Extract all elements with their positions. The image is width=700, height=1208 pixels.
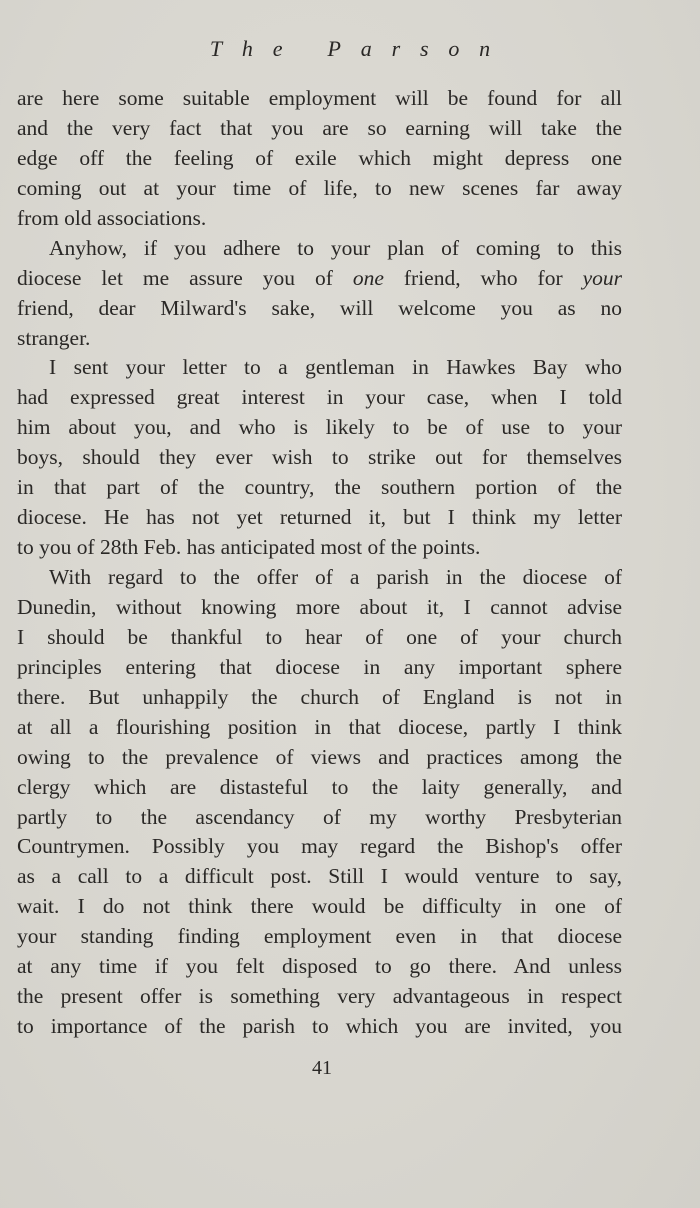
- running-head: The Parson: [209, 36, 510, 61]
- text-line: partly to the ascendancy of my worthy Presbyterian: [17, 804, 622, 829]
- text-line: I sent your letter to a gentleman in Hawkes Bay who: [49, 355, 622, 380]
- text-line: owing to the prevalence of views and practices among the: [17, 744, 622, 769]
- text-line: are here some suitable employment will be found for all: [17, 86, 622, 110]
- page-number: 41: [312, 1057, 332, 1079]
- text-line: to importance of the parish to which you are invited, you: [17, 1014, 622, 1039]
- text-line: had expressed great interest in your case, when I told: [17, 385, 622, 410]
- text-line: at all a flourishing position in that diocese, partly I think: [17, 714, 622, 739]
- text-line: him about you, and who is likely to be of use to your: [17, 415, 622, 440]
- text-line: stranger.: [17, 325, 91, 350]
- text-line: the present offer is something very advantageous in respect: [17, 984, 622, 1009]
- text-line: from old associations.: [17, 205, 207, 230]
- text-line: Anyhow, if you adhere to your plan of coming to this: [49, 235, 622, 260]
- text-line: principles entering that diocese in any important sphere: [17, 654, 622, 679]
- text-line: in that part of the country, the southern portion of the: [17, 475, 622, 500]
- text-line: friend, dear Milward's sake, will welcome you as no: [17, 295, 622, 320]
- text-line: edge off the feeling of exile which might depress one: [17, 145, 622, 170]
- text-line: coming out at your time of life, to new scenes far away: [17, 175, 622, 200]
- text-line: as a call to a difficult post. Still I would venture to say,: [17, 864, 622, 889]
- text-line: there. But unhappily the church of England is not in: [17, 684, 622, 709]
- text-line: and the very fact that you are so earning will take the: [17, 115, 622, 140]
- text-line: clergy which are distasteful to the laity generally, and: [17, 774, 622, 799]
- text-line: diocese. He has not yet returned it, but I think my letter: [17, 505, 622, 530]
- text-line: at any time if you felt disposed to go there. And unless: [17, 954, 622, 979]
- text-line: boys, should they ever wish to strike out for themselves: [17, 445, 622, 470]
- text-line: I should be thankful to hear of one of your church: [17, 624, 622, 649]
- text-line: With regard to the offer of a parish in the diocese of: [49, 565, 622, 589]
- text-line: Countrymen. Possibly you may regard the Bishop's offer: [17, 834, 622, 859]
- text-line: wait. I do not think there would be difficulty in one of: [17, 894, 622, 919]
- text-line: Dunedin, without knowing more about it, I cannot advise: [17, 594, 622, 619]
- text-line: diocese let me assure you of one friend, who for your: [17, 265, 622, 290]
- body-text: [17, 84, 622, 1042]
- text-line: your standing finding employment even in that diocese: [17, 924, 622, 949]
- text-line: to you of 28th Feb. has anticipated most of the points.: [17, 535, 481, 560]
